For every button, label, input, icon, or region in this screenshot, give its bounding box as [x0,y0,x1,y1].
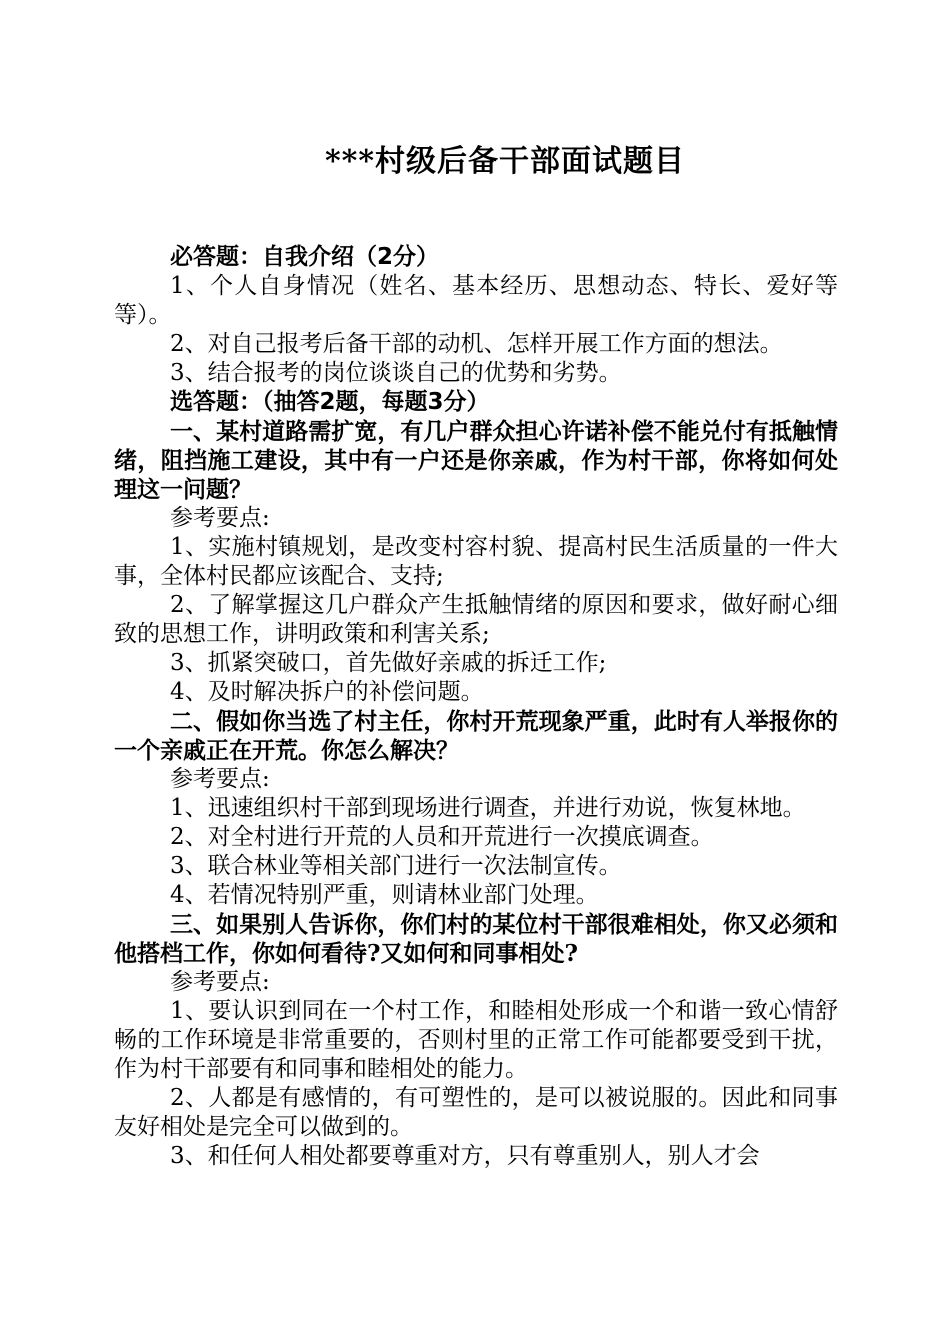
question-3-point-3: 3、和任何人相处都要尊重对方，只有尊重别人，别人才会 [170,1143,760,1169]
required-item-1: 1、个人自身情况（姓名、基本经历、思想动态、特长、爱好等等）。 [114,273,838,328]
question-3-ref-label: 参考要点: [170,969,270,995]
question-1-point-4: 4、及时解决拆户的补偿问题。 [170,679,484,705]
question-1: 一、某村道路需扩宽，有几户群众担心许诺补偿不能兑付有抵触情绪，阻挡施工建设，其中有一户还是你亲戚，作为村干部，你将如何处理这一问题？ [114,418,838,503]
required-item-3: 3、结合报考的岗位谈谈自己的优势和劣势。 [170,360,622,386]
question-3-point-1: 1、要认识到同在一个村工作，和睦相处形成一个和谐一致心情舒畅的工作环境是非常重要的，否则村里的正常工作可能都要受到干扰，作为村干部要有和同事和睦相处的能力。 [114,998,838,1082]
question-3: 三、如果别人告诉你，你们村的某位村干部很难相处，你又必须和他搭档工作，你如何看待?又如何和同事相处? [114,911,838,967]
question-2-point-2: 2、对全村进行开荒的人员和开荒进行一次摸底调查。 [170,824,714,850]
question-1-point-2: 2、了解掌握这几户群众产生抵触情绪的原因和要求，做好耐心细致的思想工作，讲明政策和利害关系; [114,592,838,647]
optional-section-heading: 选答题：（抽答2题，每题3分） [170,389,490,415]
question-2-point-4: 4、若情况特别严重，则请林业部门处理。 [170,882,599,908]
question-2-ref-label: 参考要点: [170,766,270,792]
question-3-point-2: 2、人都是有感情的，有可塑性的，是可以被说服的。因此和同事友好相处是完全可以做到的。 [114,1085,838,1140]
question-1-point-3: 3、抓紧突破口，首先做好亲戚的拆迁工作; [170,650,607,676]
question-2: 二、假如你当选了村主任，你村开荒现象严重，此时有人举报你的一个亲戚正在开荒。你怎么解决？ [114,708,838,764]
question-2-point-1: 1、迅速组织村干部到现场进行调查，并进行劝说，恢复林地。 [170,795,806,821]
required-section-heading: 必答题：自我介绍（2分） [170,244,440,270]
document-title: ***村级后备干部面试题目 [324,144,686,179]
question-2-point-3: 3、联合林业等相关部门进行一次法制宣传。 [170,853,622,879]
question-1-point-1: 1、实施村镇规划，是改变村容村貌、提高村民生活质量的一件大事，全体村民都应该配合、支持; [114,534,838,589]
question-1-ref-label: 参考要点: [170,505,270,531]
required-item-2: 2、对自己报考后备干部的动机、怎样开展工作方面的想法。 [170,331,783,357]
document-body [114,243,838,1171]
